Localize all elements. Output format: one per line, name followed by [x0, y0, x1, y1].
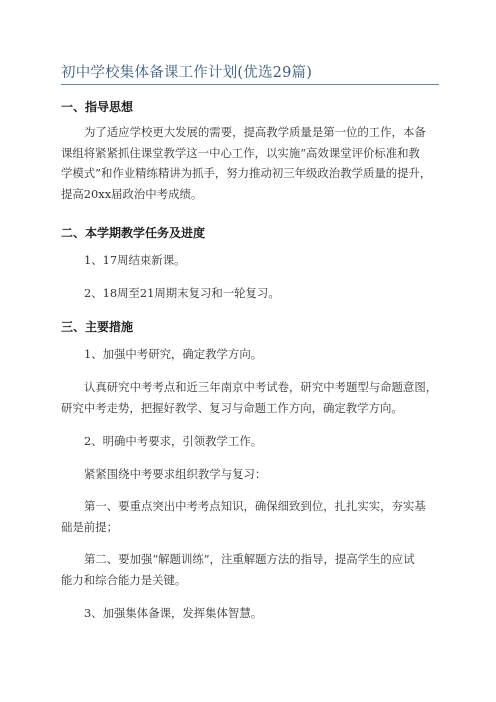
section-heading-guiding-ideology: 一、指导思想 — [61, 100, 134, 114]
paragraph-guiding-ideology — [61, 122, 441, 204]
paragraph-line: 课组将紧紧抓住课堂教学这一中心工作，以实施“高效课堂评价标准和教 — [61, 145, 420, 160]
paragraph-line: 1、17周结束新课。 — [84, 253, 186, 267]
section-heading-main-measures: 三、主要措施 — [61, 320, 134, 334]
paragraph-line: 础是前提； — [61, 519, 118, 534]
paragraph-line: 2、18周至21周期末复习和一轮复习。 — [84, 286, 280, 300]
paragraph-line: 认真研究中考考点和近三年南京中考试卷，研究中考题型与命题意图， — [84, 380, 438, 394]
section-heading-teaching-tasks: 二、本学期教学任务及进度 — [61, 226, 206, 240]
paragraph-line: 能力和综合能力是关键。 — [61, 572, 187, 587]
paragraph-line: 紧紧围绕中考要求组织教学与复习： — [84, 467, 267, 481]
paragraph-task-2 — [61, 283, 441, 304]
paragraph-line: 第二、要加强“解题训练”，注重解题方法的指导，提高学生的应试 — [84, 552, 415, 566]
paragraph-line: 研究中考走势，把握好教学、复习与命题工作方向，确定教学方向。 — [61, 400, 403, 415]
paragraph-measure-3 — [61, 603, 441, 624]
paragraph-line: 为了适应学校更大发展的需要，提高教学质量是第一位的工作，本备 — [84, 125, 426, 139]
title-divider — [61, 84, 439, 85]
paragraph-second-point — [61, 549, 441, 590]
paragraph-line: 学模式”和作业精练精讲为抓手，努力推动初三年级政治教学质量的提升， — [61, 166, 432, 180]
paragraph-line: 第一、要重点突出中考考点知识，确保细致到位，扎扎实实，夯实基 — [84, 499, 426, 513]
paragraph-task-1 — [61, 250, 441, 271]
paragraph-exam-research — [61, 377, 441, 418]
document-title: 初中学校集体备课工作计划(优选29篇) — [61, 65, 313, 81]
paragraph-measure-2 — [61, 431, 441, 452]
paragraph-line: 提高20xx届政治中考成绩。 — [61, 186, 203, 201]
paragraph-line: 2、明确中考要求，引领教学工作。 — [84, 434, 263, 448]
paragraph-exam-requirements — [61, 464, 441, 485]
paragraph-first-point — [61, 496, 441, 537]
paragraph-line: 3、加强集体备课，发挥集体智慧。 — [84, 606, 263, 620]
paragraph-line: 1、加强中考研究，确定教学方向。 — [84, 347, 263, 361]
paragraph-measure-1 — [61, 344, 441, 365]
